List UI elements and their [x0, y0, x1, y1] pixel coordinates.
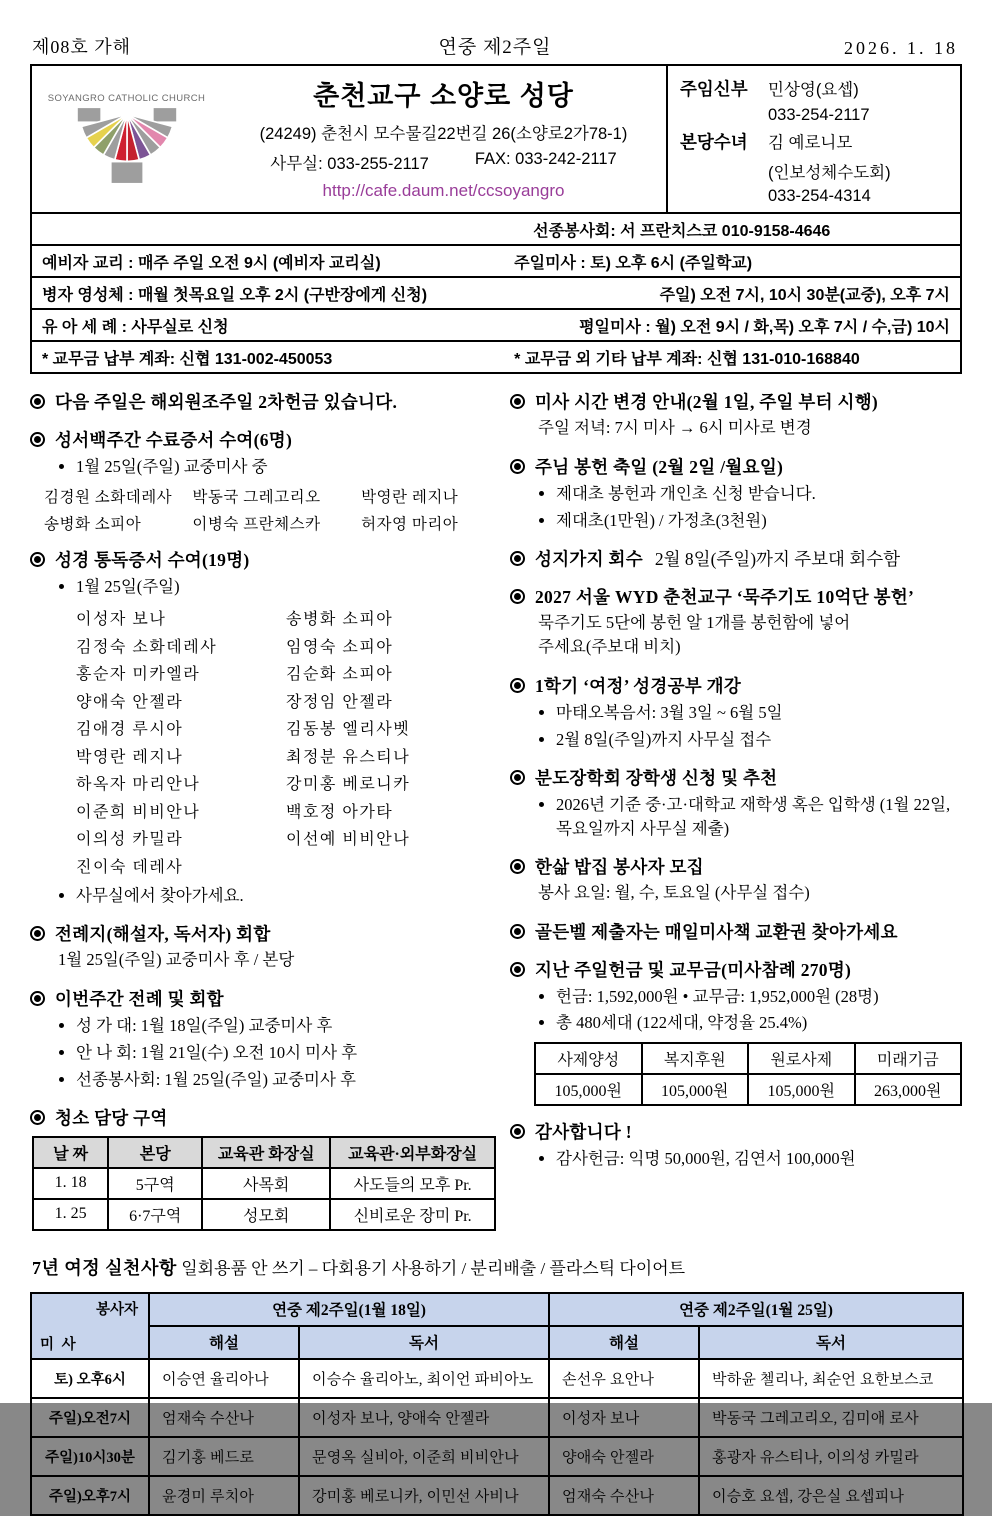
- recipient-name: 진이숙 데레사: [76, 858, 184, 876]
- section-bullet-icon: [30, 991, 45, 1006]
- section-bullet-icon: [30, 552, 45, 567]
- pastor-name: 민상영(요셉): [768, 81, 859, 99]
- section-bullet-icon: [30, 394, 45, 409]
- practice-title: 7년 여정 실천사항: [32, 1257, 177, 1278]
- table-row: [33, 1168, 495, 1199]
- info-row: [32, 244, 960, 276]
- section-title: 성서백주간 수료증서 수여(6명): [55, 430, 293, 450]
- recipient-name: 이선예 비비안나: [286, 831, 411, 849]
- sick-communion: 병자 영성체 : 매월 첫목요일 오후 2시 (구반장에게 신청): [42, 286, 428, 304]
- section-title: 다음 주일은 해외원조주일 2차헌금 있습니다.: [55, 392, 398, 412]
- recipient-name: 홍순자 미카엘라: [76, 666, 201, 684]
- info-row: [32, 214, 960, 244]
- column-header: 본당: [108, 1137, 202, 1168]
- table-row: [33, 1199, 495, 1230]
- column-header: 교육관·외부화장실: [330, 1137, 495, 1168]
- server-name: 윤경미 루치아: [149, 1476, 299, 1515]
- section-offering-report: [510, 957, 962, 1107]
- funeral-society: 선종봉사회: 서 프란치스코 010-9158-4646: [533, 222, 831, 240]
- section-soup-kitchen: [510, 854, 962, 906]
- section-second-collection: [30, 389, 496, 414]
- info-row: [32, 340, 960, 372]
- recipient-name: 백호정 아가타: [286, 803, 394, 821]
- corner-label-bottom: 미 사: [40, 1336, 78, 1353]
- section-cleaning-duty: [30, 1105, 496, 1231]
- fund-amount: 105,000원: [642, 1074, 749, 1105]
- bullet-item: • 2026년 기준 중·고·대학교 재학생 혹은 입학생 (1월 22일, 목요일까지 사무실 제출): [556, 793, 962, 841]
- offering-account: * 교무금 납부 계좌: 신협 131-002-450053: [42, 350, 333, 368]
- cell-date: 1. 25: [33, 1199, 108, 1230]
- section-title: 이번주간 전례 및 회합: [55, 989, 224, 1010]
- section-thanks: [510, 1119, 962, 1171]
- section-title: 주님 봉헌 축일 (2월 2일 /월요일): [535, 456, 784, 477]
- bullet-item: • 제대초 봉헌과 개인초 신청 받습니다.: [556, 482, 962, 506]
- recipient-name: 김동봉 엘리사벳: [286, 721, 411, 739]
- cell-group: 사목회: [202, 1168, 330, 1199]
- clergy-spacer: [680, 187, 764, 206]
- recipient-name: 이준희 비비안나: [76, 803, 201, 821]
- section-body: 주일 저녁: 7시 미사 → 6시 미사로 변경: [538, 418, 812, 437]
- section-bullet-icon: [510, 459, 525, 474]
- section-bullet-icon: [30, 926, 45, 941]
- section-bullet-icon: [30, 432, 45, 447]
- section-body: 1월 25일(주일) 교중미사 후 / 본당: [58, 950, 295, 970]
- corner-label-top: 봉사자: [95, 1301, 138, 1318]
- section-title: 지난 주일헌금 및 교무금(미사참례 270명): [535, 959, 852, 980]
- cell-group: 신비로운 장미 Pr.: [330, 1199, 495, 1230]
- issue-number: 제08호 가해: [32, 37, 132, 57]
- pastor-phone: 033-254-2117: [768, 105, 870, 124]
- mass-servers-table: [30, 1292, 964, 1516]
- server-name: 강미홍 베로니카, 이민선 사비나: [299, 1476, 549, 1515]
- recipient-name: 박영란 레지나: [76, 748, 184, 766]
- sister-name: 김 예로니모: [768, 134, 853, 152]
- server-name: 박하윤 첼리나, 최순언 요한보스코: [699, 1359, 963, 1398]
- recipient-name: 김애경 루시아: [76, 721, 184, 739]
- infant-baptism: 유 아 세 례 : 사무실로 신청: [42, 318, 229, 336]
- cell-group: 성모회: [202, 1199, 330, 1230]
- left-column: [30, 389, 496, 1244]
- server-name: 이승수 율리아노, 최이언 파비아노: [299, 1359, 549, 1398]
- other-offering-account: * 교무금 외 기타 납부 계좌: 신협 131-010-168840: [514, 350, 860, 368]
- section-body-line: 묵주기도 5단에 봉헌 알 1개를 봉헌함에 넣어: [538, 612, 851, 632]
- section-body-line: 주세요(주보대 비치): [538, 637, 681, 657]
- weekday-mass-times: 평일미사 : 월) 오전 9시 / 화,목) 오후 7시 / 수,금) 10시: [579, 318, 950, 336]
- fund-header: 미래기금: [855, 1043, 962, 1074]
- church-logo: [32, 66, 221, 212]
- section-bullet-icon: [510, 962, 525, 977]
- church-fan-emblem-icon: [53, 104, 201, 186]
- column-header: 교육관 화장실: [202, 1137, 330, 1168]
- name-column-right: [286, 602, 496, 882]
- server-name: 박동국 그레고리오, 김미애 로사: [699, 1398, 963, 1437]
- role-header: 해설: [149, 1326, 299, 1359]
- church-info: [221, 66, 666, 212]
- mass-time: 주일)10시30분: [31, 1437, 149, 1476]
- website-link[interactable]: http://cafe.daum.net/ccsoyangro: [322, 181, 565, 200]
- column-header: 날 짜: [33, 1137, 108, 1168]
- sister-phone: 033-254-4314: [768, 187, 871, 205]
- cell-group: 사도들의 모후 Pr.: [330, 1168, 495, 1199]
- section-title: 한삶 밥집 봉사자 모집: [535, 856, 704, 877]
- church-header-box: [30, 64, 962, 374]
- recipient-name: 송병화 소피아: [286, 611, 394, 629]
- clergy-spacer: [680, 159, 764, 183]
- catechumen-class: 예비자 교리 : 매주 주일 오전 9시 (예비자 교리실): [42, 254, 381, 272]
- recipient-name: 이성자 보나: [76, 611, 167, 629]
- section-bullet-icon: [510, 678, 525, 693]
- section-bullet-icon: [510, 394, 525, 409]
- section-weekly-meetings: [30, 986, 496, 1092]
- mass-time: 주일)오후7시: [31, 1476, 149, 1515]
- server-name: 홍광자 유스티나, 이의성 카밀라: [699, 1437, 963, 1476]
- corner-header: [31, 1293, 149, 1359]
- name-column-left: [76, 602, 286, 882]
- recipient-name: 강미홍 베로니카: [286, 776, 411, 794]
- table-row: [31, 1359, 963, 1398]
- section-title: 2027 서울 WYD 춘천교구 ‘묵주기도 10억단 봉헌’: [535, 586, 915, 607]
- section-title: 청소 담당 구역: [55, 1107, 168, 1128]
- server-name: 이승연 율리아나: [149, 1359, 299, 1398]
- section-title: 감사합니다 !: [535, 1122, 632, 1143]
- section-title: 1학기 ‘여정’ 성경공부 개강: [535, 676, 742, 697]
- table-row: [535, 1074, 961, 1105]
- bullet-item: • 감사헌금: 익명 50,000원, 김연서 100,000원: [556, 1147, 962, 1171]
- section-liturgy-meeting: [30, 921, 496, 973]
- bullet-item: • 1월 25일(주일): [76, 575, 496, 599]
- recipient-name: 이의성 카밀라: [76, 831, 184, 849]
- reading-certificate-names: [30, 602, 496, 882]
- role-header: 독서: [699, 1326, 963, 1359]
- recipient-name: 김순화 소피아: [286, 666, 394, 684]
- recipient-name: 하옥자 마리안나: [76, 776, 201, 794]
- server-name: 이성자 보나, 양애숙 안젤라: [299, 1398, 549, 1437]
- section-palm-collection: [510, 546, 962, 571]
- bullet-item: • 마태오복음서: 3월 3일 ~ 6월 5일: [556, 701, 962, 725]
- section-bible-study: [510, 673, 962, 752]
- recipient-name: 허자영 마리아: [361, 515, 459, 533]
- fax-number: FAX: 033-242-2117: [474, 150, 617, 168]
- fund-header: 원로사제: [748, 1043, 855, 1074]
- sunday-mass-sat: 주일미사 : 토) 오후 6시 (주일학교): [514, 254, 753, 272]
- section-mass-time-change: [510, 389, 962, 441]
- table-row: [31, 1437, 963, 1476]
- section-bullet-icon: [30, 1110, 45, 1125]
- recipient-name: 김경원 소화데레사: [44, 488, 173, 506]
- logo-caption: SOYANGRO CATHOLIC CHURCH: [47, 92, 206, 104]
- cleaning-duty-table: [32, 1136, 496, 1231]
- bullet-item: • 제대초(1만원) / 가정초(3천원): [556, 509, 962, 533]
- section-bullet-icon: [510, 1124, 525, 1139]
- clergy-spacer: [680, 106, 764, 125]
- section-presentation-feast: [510, 454, 962, 533]
- bullet-item: • 총 480세대 (122세대, 약정율 25.4%): [556, 1011, 962, 1035]
- server-name: 손선우 요안나: [549, 1359, 699, 1398]
- bulletin-date: 2026. 1. 18: [844, 38, 958, 58]
- fund-header: 복지후원: [642, 1043, 749, 1074]
- section-title: 골든벨 제출자는 매일미사책 교환권 찾아가세요: [535, 921, 898, 942]
- section-title: 전례지(해설자, 독서자) 회합: [55, 924, 271, 945]
- mass-time: 주일)오전7시: [31, 1398, 149, 1437]
- section-bullet-icon: [510, 770, 525, 785]
- info-row: [32, 308, 960, 340]
- practice-text: 일회용품 안 쓰기 – 다회용기 사용하기 / 분리배출 / 플라스틱 다이어트: [181, 1258, 686, 1278]
- fund-table: [534, 1042, 962, 1106]
- church-phones: [221, 150, 666, 174]
- recipient-name: 박동국 그레고리오: [192, 488, 321, 506]
- church-address: (24249) 춘천시 모수물길22번길 26(소양로2가78-1): [259, 125, 628, 143]
- recipient-name: 양애숙 안젤라: [76, 693, 184, 711]
- office-phone: 사무실: 033-255-2117: [270, 155, 429, 173]
- fund-header: 사제양성: [535, 1043, 642, 1074]
- sister-label: 본당수녀: [680, 132, 748, 152]
- fund-amount: 105,000원: [748, 1074, 855, 1105]
- week-group-header: 연중 제2주일(1월 25일): [549, 1293, 963, 1326]
- role-header: 독서: [299, 1326, 549, 1359]
- page-title: 연중 제2주일: [438, 37, 552, 58]
- section-bullet-icon: [510, 589, 525, 604]
- section-scholarship: [510, 765, 962, 841]
- cell-zone: 5구역: [108, 1168, 202, 1199]
- bullet-item: • 안 나 회: 1월 21일(수) 오전 10시 미사 후: [76, 1041, 496, 1065]
- section-inline-text: 2월 8일(주일)까지 주보대 회수함: [654, 548, 901, 569]
- section-bible-week-certificates: [30, 427, 496, 534]
- bullet-item: • 헌금: 1,592,000원 • 교무금: 1,952,000원 (28명): [556, 985, 962, 1009]
- server-name: 양애숙 안젤라: [549, 1437, 699, 1476]
- cell-date: 1. 18: [33, 1168, 108, 1199]
- bullet-item: • 성 가 대: 1월 18일(주일) 교중미사 후: [76, 1014, 496, 1038]
- bullet-item: • 2월 8일(주일)까지 사무실 접수: [556, 728, 962, 752]
- certificate-name-list: [30, 482, 496, 534]
- section-title: 성지가지 회수: [535, 548, 643, 569]
- bulletin-body: [30, 389, 962, 1244]
- clergy-panel: [666, 66, 960, 212]
- section-body: 봉사 요일: 월, 수, 토요일 (사무실 접수): [538, 882, 810, 902]
- fund-amount: 105,000원: [535, 1074, 642, 1105]
- fund-amount: 263,000원: [855, 1074, 962, 1105]
- recipient-name: 이병숙 프란체스카: [192, 515, 321, 533]
- section-bullet-icon: [510, 859, 525, 874]
- recipient-name: 장정임 안젤라: [286, 693, 394, 711]
- recipient-name: 박영란 레지나: [361, 488, 459, 506]
- section-golden-bell: [510, 919, 962, 944]
- bullet-item: • 선종봉사회: 1월 25일(주일) 교중미사 후: [76, 1068, 496, 1092]
- bullet-item: • 1월 25일(주일) 교중미사 중: [76, 455, 496, 479]
- section-bullet-icon: [510, 551, 525, 566]
- server-name: 문영옥 실비아, 이준희 비비안나: [299, 1437, 549, 1476]
- church-header: [32, 66, 960, 214]
- sister-order: (인보성체수도회): [768, 163, 891, 182]
- section-title: 미사 시간 변경 안내(2월 1일, 주일 부터 시행): [535, 392, 879, 412]
- bullet-item: • 사무실에서 찾아가세요.: [76, 884, 496, 908]
- server-name: 김기홍 베드로: [149, 1437, 299, 1476]
- server-name: 이성자 보나: [549, 1398, 699, 1437]
- recipient-name: 최정분 유스티나: [286, 748, 411, 766]
- right-column: [510, 389, 962, 1244]
- week-group-header: 연중 제2주일(1월 18일): [149, 1293, 549, 1326]
- cell-zone: 6·7구역: [108, 1199, 202, 1230]
- practice-line: [32, 1254, 960, 1280]
- section-bullet-icon: [510, 924, 525, 939]
- table-row: [31, 1398, 963, 1437]
- info-row: [32, 276, 960, 308]
- table-row: [31, 1476, 963, 1515]
- section-bible-reading-certificates: [30, 547, 496, 908]
- server-name: 엄재숙 수산나: [549, 1476, 699, 1515]
- pastor-label: 주임신부: [680, 79, 748, 99]
- sunday-mass-times: 주일) 오전 7시, 10시 30분(교중), 오후 7시: [659, 286, 950, 304]
- mass-time: 토) 오후6시: [31, 1359, 149, 1398]
- section-title: 분도장학회 장학생 신청 및 추천: [535, 767, 778, 788]
- role-header: 해설: [549, 1326, 699, 1359]
- recipient-name: 임영숙 소피아: [286, 638, 394, 656]
- recipient-name: 송병화 소피아: [44, 515, 142, 533]
- server-name: 엄재숙 수산나: [149, 1398, 299, 1437]
- section-title: 성경 통독증서 수여(19명): [55, 549, 250, 570]
- recipient-name: 김정숙 소화데레사: [76, 638, 218, 656]
- church-name: 춘천교구 소양로 성당: [313, 81, 574, 111]
- section-wyd-rosary: [510, 584, 962, 661]
- server-name: 이승호 요셉, 강은실 요셉피나: [699, 1476, 963, 1515]
- masthead: [30, 24, 962, 64]
